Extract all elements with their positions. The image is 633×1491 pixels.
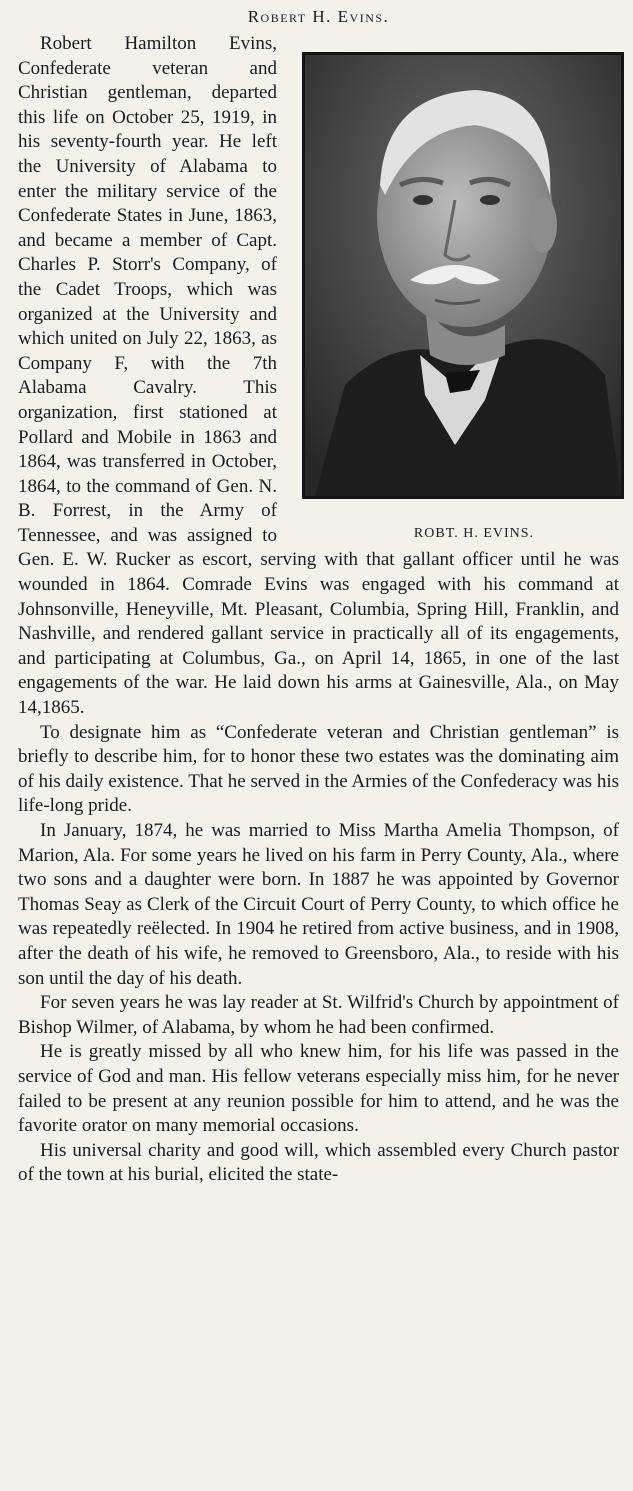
paragraph-1 [18,32,619,721]
portrait-photo [302,52,624,499]
portrait-figure [297,52,629,543]
paragraph-3: In January, 1874, he was married to Miss Martha Amelia Thompson, of Marion, Ala. For some years he lived on his farm in Perry County, Ala., where two sons and a daughter were born. In 1887 he was appointed by Governor Thomas Seay as Clerk of the Circuit Court of Perry County, to which office he was repeatedly reëlected. In 1904 he retired from active business, and in 1908, after the death of his wife, he removed to Greensboro, Ala., to reside with his son until the day of his death. [18,820,619,989]
obituary-heading: Robert H. Evins. [247,7,390,26]
portrait-illustration [305,55,621,496]
paragraph-6: His universal charity and good will, which assembled every Church pastor of the town at his burial, elicited the state- [18,1139,619,1186]
paragraph-5: He is greatly missed by all who knew him, for his life was passed in the service of God and man. His fellow veterans especially miss him, for he never failed to be present at any reunion possible for him to attend, and he was the favorite orator on many memorial occasions. [18,1041,619,1137]
portrait-caption: ROBT. H. EVINS. [413,526,535,541]
paragraph-4: For seven years he was lay reader at St. Wilfrid's Church by appointment of Bishop Wilmer, of Alabama, by whom he had been confirmed. [18,992,619,1038]
paragraph-1-text: Robert Hamilton Evins, Confederate veteran and Christian gentleman, departed this life on October 25, 1919, in his seventy-fourth year. He left the University of Alabama to enter the military service of the Confederate States in June, 1863, and became a member of Capt. Charles P. Storr's Company, of the Cadet Troops, which was organized at the University and which united on July 22, 1863, as Company F, with the 7th Alabama Cavalry. This organization, first stationed at Pollard and Mobile in 1863 and 1864, was transferred in October, 1864, to the command of Gen. N. B. Forrest, in the Army of Tennessee, and was assigned to Gen. E. W. Rucker as escort, serving with that gallant officer until he was wounded in 1864. Comrade Evins was engaged with his command at Johnsonville, Heneyville, Mt. Pleasant, Columbia, Spring Hill, Franklin, and Nashville, and rendered gallant service in practically all of its engagements, and participating at Columbus, Ga., on April 14, 1865, in one of the last engagements of the war. He laid down his arms at Gainesville, Ala., on May 14,1865. [18,33,619,719]
paragraph-2: To designate him as “Confederate veteran and Christian gentleman” is briefly to describe him, for to honor these two estates was the dominating aim of his daily existence. That he served in the Armies of the Confederacy was his life-long pride. [18,721,619,817]
